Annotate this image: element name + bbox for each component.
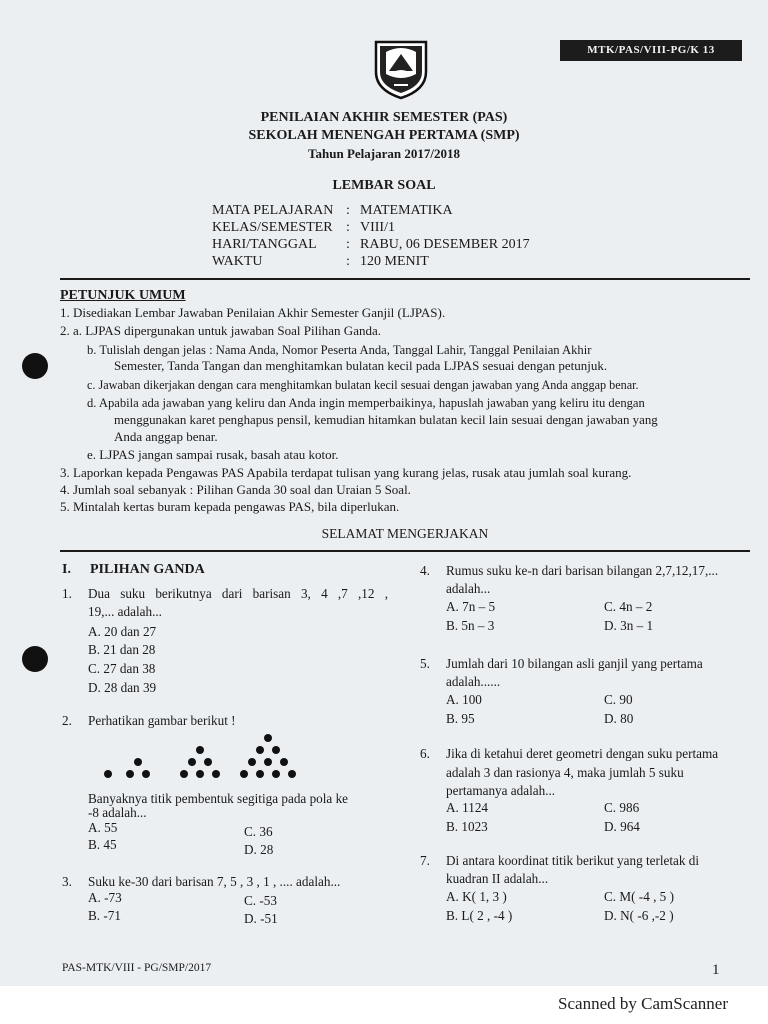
- answer-option: C. 4n – 2: [604, 599, 653, 614]
- answer-option: A. 55: [88, 820, 118, 835]
- answer-option: A. -73: [88, 890, 122, 905]
- answer-option: B. L( 2 , -4 ): [446, 908, 513, 923]
- question-text: Jumlah dari 10 bilangan asli ganjil yang pertama: [446, 656, 703, 671]
- answer-option: B. 45: [88, 837, 117, 852]
- pattern-dot: [126, 770, 134, 778]
- pattern-dot: [256, 770, 264, 778]
- answer-option: B. 95: [446, 711, 475, 726]
- instruction-line: menggunakan karet penghapus pensil, kemudian hitamkan bulatan kecil lain sesuai dengan jawaban yang: [114, 413, 658, 427]
- answer-option: B. 21 dan 28: [88, 642, 156, 657]
- footer-code: PAS-MTK/VIII - PG/SMP/2017: [62, 962, 212, 974]
- question-text: kuadran II adalah...: [446, 871, 549, 886]
- question-number: 4.: [420, 563, 430, 578]
- instruction-line: e. LJPAS jangan sampai rusak, basah atau kotor.: [87, 447, 339, 462]
- document-code: MTK/PAS/VIII-PG/K 13: [560, 40, 742, 61]
- instruction-line: c. Jawaban dikerjakan dengan cara menghitamkan bulatan kecil sesuai dengan jawaban yang Anda anggap benar.: [87, 378, 639, 392]
- answer-option: C. 90: [604, 692, 633, 707]
- answer-option: C. 36: [244, 824, 273, 839]
- question-number: 3.: [62, 874, 72, 889]
- answer-option: A. 1124: [446, 800, 489, 815]
- pattern-dot: [204, 758, 212, 766]
- binder-hole: [22, 353, 48, 379]
- pattern-dot: [264, 758, 272, 766]
- pattern-dot: [104, 770, 112, 778]
- instruction-line: 4. Jumlah soal sebanyak : Pilihan Ganda 30 soal dan Uraian 5 Soal.: [60, 482, 411, 497]
- instructions-title: PETUNJUK UMUM: [60, 288, 186, 303]
- answer-option: A. 20 dan 27: [88, 624, 157, 639]
- question-text: Banyaknya titik pembentuk segitiga pada pola ke: [88, 791, 349, 806]
- page-number: 1: [712, 962, 720, 978]
- scanner-watermark: Scanned by CamScanner: [558, 994, 728, 1013]
- instruction-line: b. Tulislah dengan jelas : Nama Anda, Nomor Peserta Anda, Tanggal Lahir, Tanggal Penilaian Akhir: [87, 343, 592, 357]
- question-text: adalah 3 dan rasionya 4, maka jumlah 5 suku: [446, 765, 684, 780]
- question-text: adalah...: [446, 581, 491, 596]
- instruction-line: Anda anggap benar.: [114, 429, 218, 444]
- divider: [60, 550, 750, 552]
- question-text: pertamanya adalah...: [446, 783, 556, 798]
- question-number: 5.: [420, 656, 430, 671]
- meta-class: KELAS/SEMESTER : VIII/1: [212, 220, 395, 235]
- school-year: Tahun Pelajaran 2017/2018: [308, 146, 460, 161]
- answer-option: C. -53: [244, 893, 277, 908]
- answer-option: A. 100: [446, 692, 482, 707]
- answer-option: C. 986: [604, 800, 640, 815]
- pattern-dot: [256, 746, 264, 754]
- pattern-dot: [134, 758, 142, 766]
- closing-text: SELAMAT MENGERJAKAN: [321, 526, 489, 541]
- pattern-dot: [288, 770, 296, 778]
- school-level: SEKOLAH MENENGAH PERTAMA (SMP): [248, 128, 520, 143]
- answer-option: D. N( -6 ,-2 ): [604, 908, 674, 923]
- pattern-dot: [240, 770, 248, 778]
- section-number: I.: [62, 562, 71, 577]
- question-number: 7.: [420, 853, 430, 868]
- question-number: 1.: [62, 586, 72, 601]
- question-text: Dua suku berikutnya dari barisan 3, 4 ,7 ,12 ,: [88, 586, 388, 601]
- pattern-dot: [264, 734, 272, 742]
- question-text: Rumus suku ke-n dari barisan bilangan 2,7,12,17,...: [446, 563, 719, 578]
- instruction-line: Semester, Tanda Tangan dan menghitamkan bulatan kecil pada LJPAS sesuai dengan petunjuk.: [114, 358, 608, 373]
- divider: [60, 278, 750, 280]
- triangle-dot-pattern: [100, 732, 300, 782]
- pattern-dot: [248, 758, 256, 766]
- answer-option: D. 80: [604, 711, 634, 726]
- meta-subject: MATA PELAJARAN : MATEMATIKA: [212, 203, 453, 218]
- answer-option: D. 28 dan 39: [88, 680, 157, 695]
- question-number: 6.: [420, 746, 430, 761]
- answer-option: C. M( -4 , 5 ): [604, 889, 674, 904]
- pattern-dot: [180, 770, 188, 778]
- binder-hole: [22, 646, 48, 672]
- answer-option: B. -71: [88, 908, 121, 923]
- answer-option: D. 28: [244, 842, 274, 857]
- instruction-line: d. Apabila ada jawaban yang keliru dan Anda ingin memperbaikinya, hapuslah jawaban yang keliru itu dengan: [87, 396, 645, 410]
- question-text: adalah......: [446, 674, 501, 689]
- pattern-dot: [280, 758, 288, 766]
- question-text: Suku ke-30 dari barisan 7, 5 , 3 , 1 , .... adalah...: [88, 874, 341, 889]
- answer-option: D. 964: [604, 819, 640, 834]
- pattern-dot: [272, 770, 280, 778]
- instruction-line: 1. Disediakan Lembar Jawaban Penilaian Akhir Semester Ganjil (LJPAS).: [60, 305, 446, 320]
- question-number: 2.: [62, 713, 72, 728]
- question-text: 19,... adalah...: [88, 604, 162, 619]
- pattern-dot: [272, 746, 280, 754]
- instruction-line: 2. a. LJPAS dipergunakan untuk jawaban Soal Pilihan Ganda.: [60, 323, 381, 338]
- instruction-line: 5. Mintalah kertas buram kepada pengawas PAS, bila diperlukan.: [60, 499, 400, 514]
- section-title: PILIHAN GANDA: [90, 562, 205, 577]
- meta-time: WAKTU : 120 MENIT: [212, 254, 429, 269]
- answer-option: D. 3n – 1: [604, 618, 654, 633]
- pattern-dot: [188, 758, 196, 766]
- pattern-dot: [142, 770, 150, 778]
- pattern-dot: [212, 770, 220, 778]
- pattern-dot: [196, 770, 204, 778]
- exam-title: PENILAIAN AKHIR SEMESTER (PAS): [260, 110, 508, 125]
- question-text: Di antara koordinat titik berikut yang terletak di: [446, 853, 700, 868]
- answer-option: B. 5n – 3: [446, 618, 495, 633]
- question-text: -8 adalah...: [88, 805, 147, 820]
- question-text: Jika di ketahui deret geometri dengan suku pertama: [446, 746, 719, 761]
- answer-option: D. -51: [244, 911, 278, 926]
- answer-option: B. 1023: [446, 819, 488, 834]
- answer-option: A. 7n – 5: [446, 599, 496, 614]
- answer-option: A. K( 1, 3 ): [446, 889, 507, 904]
- answer-option: C. 27 dan 38: [88, 661, 156, 676]
- instruction-line: 3. Laporkan kepada Pengawas PAS Apabila terdapat tulisan yang kurang jelas, rusak atau jumlah soal kurang.: [60, 465, 632, 480]
- meta-date: HARI/TANGGAL : RABU, 06 DESEMBER 2017: [212, 237, 530, 252]
- question-text: Perhatikan gambar berikut !: [88, 713, 236, 728]
- regency-emblem-logo: [370, 38, 432, 100]
- sheet-title: LEMBAR SOAL: [332, 178, 436, 193]
- pattern-dot: [196, 746, 204, 754]
